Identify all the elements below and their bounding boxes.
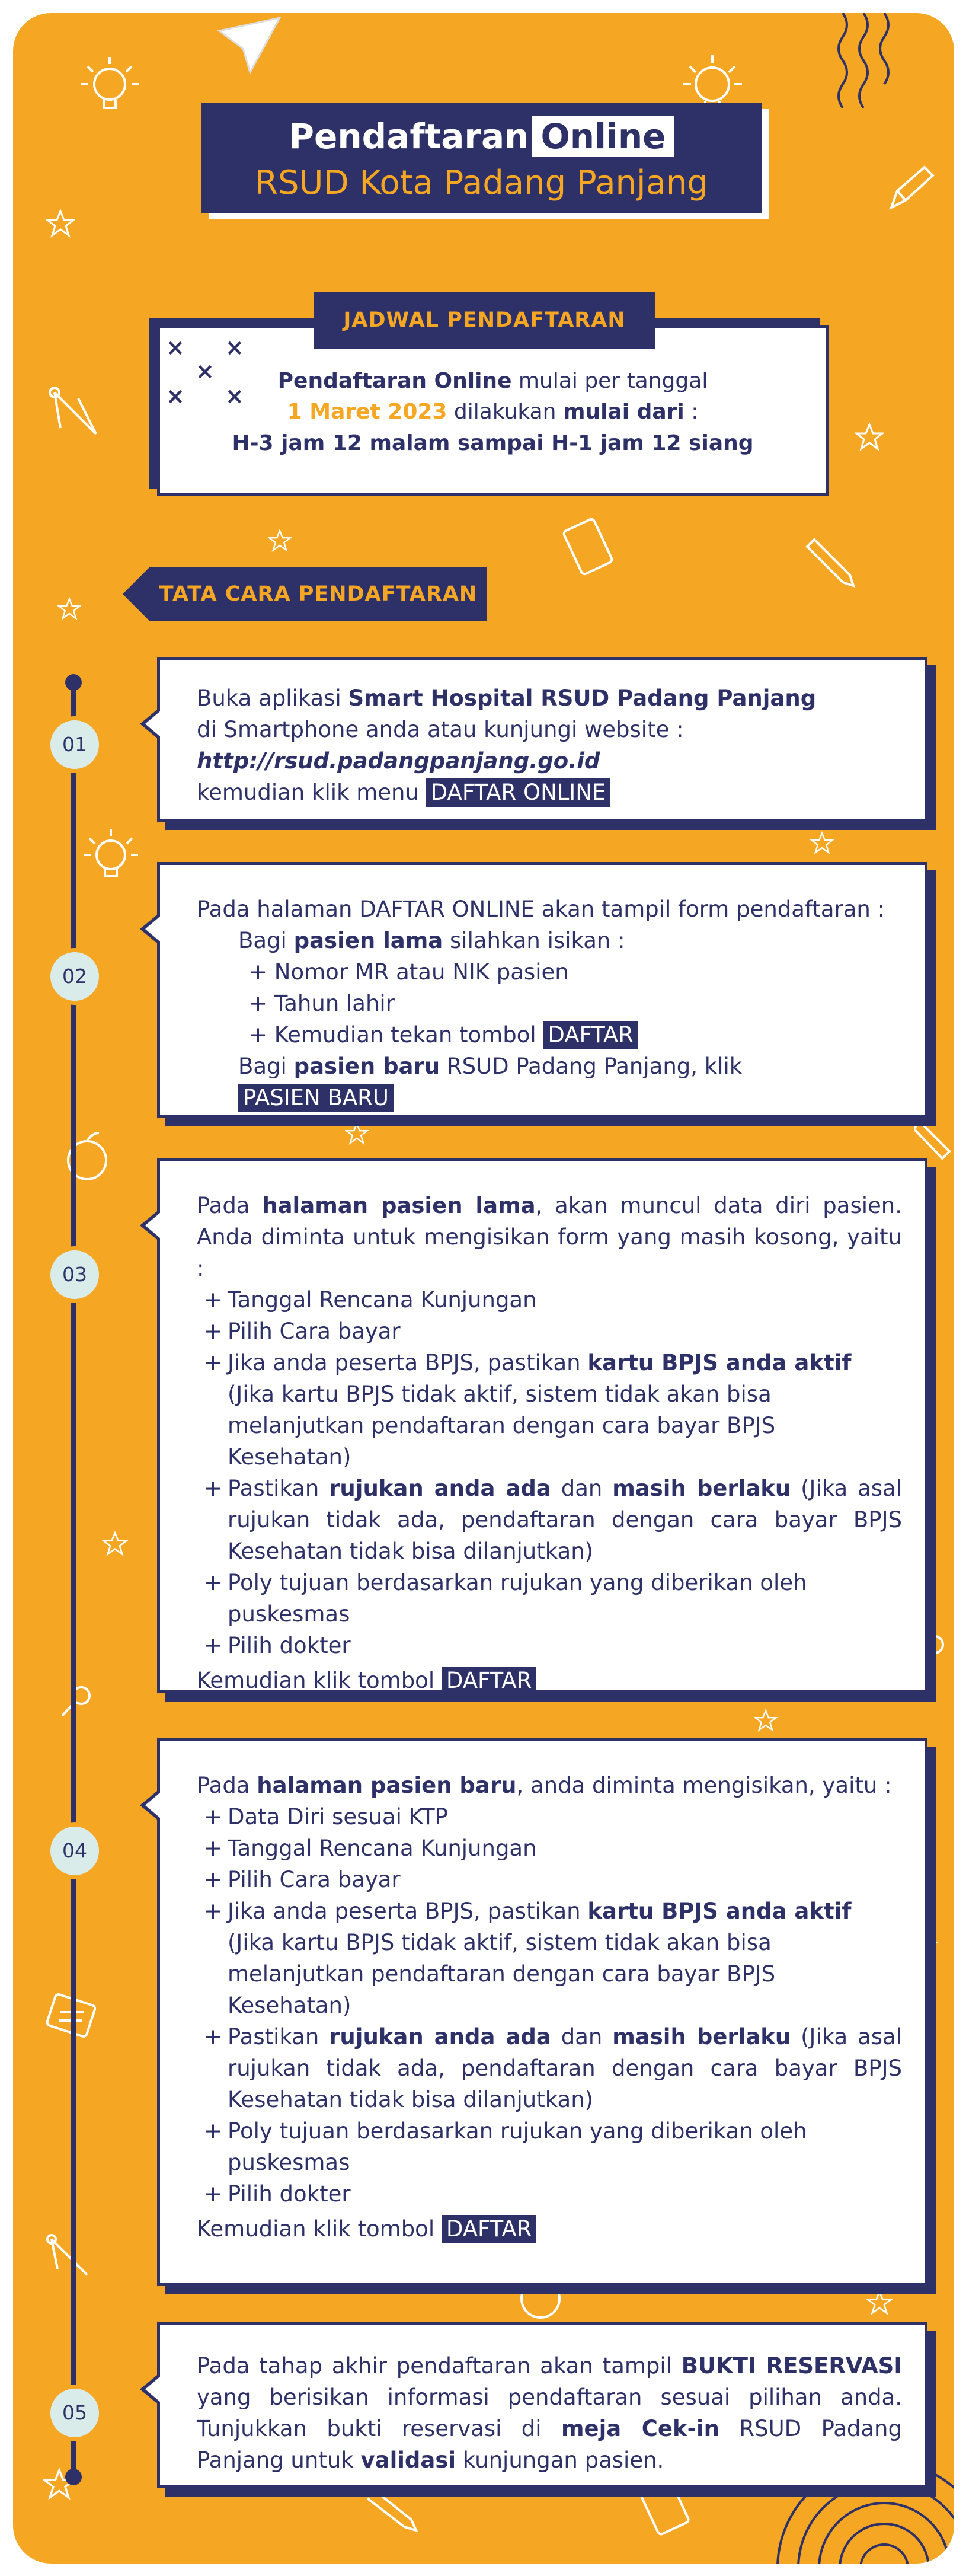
step5-text: Pada tahap akhir pendaftaran akan tampil BUKTI RESERVASI yang berisikan informasi pendaftaran sesuai pilihan anda. Tunjukkan bukti reservasi di meja Cek-in RSUD Padang Panjang untuk validasi kunjungan pasien. <box>197 2353 902 2473</box>
plus-icon: + <box>204 1319 223 1344</box>
plus-icon: + <box>204 1633 223 1658</box>
star-icon <box>866 2290 893 2316</box>
pencil-icon <box>884 161 938 215</box>
schedule-line-3: H-3 jam 12 malam sampai H-1 jam 12 siang <box>232 431 754 455</box>
step-card-05 <box>157 2322 927 2488</box>
plus-icon: + <box>204 1836 223 1861</box>
step-card-02 <box>157 862 927 1118</box>
step-number-04: 04 <box>46 1822 103 1879</box>
plus-icon: + <box>249 991 274 1016</box>
step2-intro: Pada halaman DAFTAR ONLINE akan tampil form pendaftaran : <box>197 896 885 922</box>
star-icon <box>810 831 834 855</box>
step-number-01: 01 <box>46 716 103 773</box>
step4-end: Kemudian klik tombol DAFTAR <box>197 2213 902 2245</box>
star-icon <box>754 1709 778 1732</box>
list-item: + Tanggal Rencana Kunjungan <box>197 1284 902 1316</box>
plus-icon: + <box>204 1476 223 1501</box>
pencil-icon <box>801 535 861 594</box>
plus-icon: + <box>249 959 274 985</box>
plus-icon: + <box>204 2024 223 2050</box>
list-item: + Pastikan rujukan anda ada dan masih berlaku (Jika asal rujukan tidak ada, pendaftaran dengan cara bayar BPJS Kesehatan tidak bisa dilanjutkan) <box>197 2021 902 2115</box>
timeline-end-dot <box>65 2469 82 2485</box>
squiggle-lines-icon <box>831 13 908 126</box>
lightbulb-icon <box>75 819 146 890</box>
star-icon <box>345 1122 369 1145</box>
star-icon <box>102 1531 128 1557</box>
list-item: + Data Diri sesuai KTP <box>197 1801 902 1833</box>
schedule-line-1: Pendaftaran Online mulai per tanggal <box>277 369 708 393</box>
list-item: + Poly tujuan berdasarkan rujukan yang diberikan oleh puskesmas <box>197 1567 902 1630</box>
plus-icon: + <box>204 2181 223 2207</box>
list-item: + Pastikan rujukan anda ada dan masih berlaku (Jika asal rujukan tidak ada, pendaftaran dengan cara bayar BPJS Kesehatan tidak bisa dilanjutkan) <box>197 1473 902 1567</box>
step-card-01 <box>157 657 927 822</box>
page-title <box>201 116 762 157</box>
step-number-02: 02 <box>46 948 103 1005</box>
plus-icon: + <box>249 1022 274 1048</box>
list-item: + Pilih dokter <box>197 1630 902 1661</box>
cross-mark-icon: × <box>166 334 185 360</box>
lightbulb-icon <box>71 49 148 126</box>
step1-line-1: Buka aplikasi Smart Hospital RSUD Padang Panjang <box>197 685 817 711</box>
step-card-03 <box>157 1158 927 1693</box>
timeline-start-dot <box>65 674 82 691</box>
cross-mark-icon: × <box>225 334 244 360</box>
step1-line-2: di Smartphone anda atau kunjungi website : <box>197 717 684 742</box>
list-item: + Pilih Cara bayar <box>197 1864 902 1895</box>
plus-icon: + <box>204 1350 223 1375</box>
paper-plane-icon <box>215 13 286 78</box>
list-item: + Nomor MR atau NIK pasien <box>249 959 569 985</box>
list-item: + Tahun lahir <box>249 991 395 1016</box>
plus-icon: + <box>204 1804 223 1830</box>
schedule-line-2: 1 Maret 2023 dilakukan mulai dari : <box>287 400 699 424</box>
plus-icon: + <box>204 1287 223 1313</box>
daftar-online-menu[interactable]: DAFTAR ONLINE <box>426 778 611 807</box>
cross-mark-icon: × <box>196 358 215 384</box>
step3-end: Kemudian klik tombol DAFTAR <box>197 1665 902 1696</box>
step-number-03: 03 <box>46 1246 103 1303</box>
plus-icon: + <box>204 2118 223 2144</box>
step1-line-4: kemudian klik menu DAFTAR ONLINE <box>197 777 902 808</box>
step-card-04 <box>157 1738 927 2286</box>
list-item: + Kemudian tekan tombol DAFTAR <box>197 1019 902 1051</box>
plus-icon: + <box>204 1867 223 1892</box>
page-subtitle: RSUD Kota Padang Panjang <box>255 164 708 202</box>
plus-icon: + <box>204 1898 223 1924</box>
plus-icon: + <box>204 1570 223 1595</box>
pencil-icon <box>363 2491 422 2539</box>
schedule-box <box>157 325 829 496</box>
daftar-button[interactable]: DAFTAR <box>442 1667 537 1695</box>
apple-icon <box>57 1128 117 1187</box>
compass-icon <box>43 2230 96 2284</box>
star-icon <box>855 422 884 452</box>
cross-mark-icon: × <box>166 383 185 409</box>
list-item: + Jika anda peserta BPJS, pastikan kartu BPJS anda aktif (Jika kartu BPJS tidak aktif, sistem tidak akan bisa melanjutkan pendaftaran dengan cara bayar BPJS Kesehatan) <box>197 1347 902 1473</box>
schedule-tab: JADWAL PENDAFTARAN <box>314 292 655 349</box>
compass-icon <box>43 381 108 446</box>
daftar-button[interactable]: DAFTAR <box>442 2215 537 2243</box>
star-icon <box>268 529 292 553</box>
glue-stick-icon <box>558 511 623 582</box>
title-part1: Pendaftaran <box>289 116 529 157</box>
star-icon <box>57 597 81 621</box>
pasien-baru-button[interactable]: PASIEN BARU <box>238 1084 394 1112</box>
procedure-tab: TATA CARA PENDAFTARAN <box>149 567 487 621</box>
daftar-button[interactable]: DAFTAR <box>543 1021 638 1049</box>
star-icon <box>46 209 75 238</box>
pushpin-icon <box>57 1679 99 1720</box>
list-item: + Jika anda peserta BPJS, pastikan kartu BPJS anda aktif (Jika kartu BPJS tidak aktif, sistem tidak akan bisa melanjutkan pendaftaran dengan cara bayar BPJS Kesehatan) <box>197 1895 902 2021</box>
step3-intro: Pada halaman pasien lama, akan muncul data diri pasien. Anda diminta untuk mengisikan form yang masih kosong, yaitu : <box>197 1193 903 1281</box>
website-link[interactable]: http://rsud.padangpanjang.go.id <box>197 748 600 774</box>
title-box <box>201 103 762 213</box>
step-number-05: 05 <box>46 2385 103 2441</box>
cross-mark-icon: × <box>225 383 244 409</box>
step2-old-patient: Bagi pasien lama silahkan isikan : <box>238 928 625 953</box>
list-item: + Pilih dokter <box>197 2178 902 2210</box>
list-item: + Tanggal Rencana Kunjungan <box>197 1833 902 1864</box>
list-item: + Pilih Cara bayar <box>197 1316 902 1347</box>
title-highlight: Online <box>532 116 674 157</box>
step2-new-patient: Bagi pasien baru RSUD Padang Panjang, klik PASIEN BARU <box>197 1051 902 1113</box>
list-item: + Poly tujuan berdasarkan rujukan yang diberikan oleh puskesmas <box>197 2115 902 2178</box>
poster-background <box>13 13 954 2564</box>
step4-intro: Pada halaman pasien baru, anda diminta mengisikan, yaitu : <box>197 1773 892 1798</box>
